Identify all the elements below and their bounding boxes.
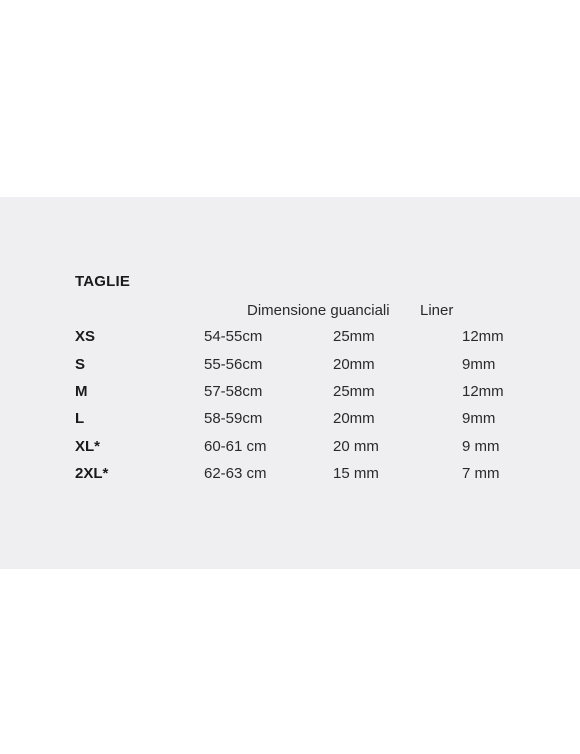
cheek-pad-dimension: 20 mm	[333, 438, 379, 455]
liner-value: 9mm	[462, 410, 496, 427]
head-circumference: 57-58cm	[204, 383, 263, 400]
head-circumference: 62-63 cm	[204, 465, 267, 482]
size-label: 2XL*	[75, 465, 109, 482]
size-label: L	[75, 410, 85, 427]
liner-value: 12mm	[462, 328, 504, 345]
table-row	[0, 383, 580, 405]
size-label: XS	[75, 328, 96, 345]
size-label: XL*	[75, 438, 101, 455]
size-label: M	[75, 383, 88, 400]
head-circumference: 54-55cm	[204, 328, 263, 345]
head-circumference: 55-56cm	[204, 356, 263, 373]
table-row	[0, 356, 580, 378]
table-row	[0, 328, 580, 350]
head-circumference: 58-59cm	[204, 410, 263, 427]
header-cheek-pad-dimension: Dimensione guanciali	[247, 302, 390, 319]
cheek-pad-dimension: 25mm	[333, 328, 375, 345]
liner-value: 12mm	[462, 383, 504, 400]
cheek-pad-dimension: 15 mm	[333, 465, 379, 482]
table-row	[0, 410, 580, 432]
head-circumference: 60-61 cm	[204, 438, 267, 455]
size-table-title: TAGLIE	[75, 273, 131, 290]
cheek-pad-dimension: 20mm	[333, 356, 375, 373]
liner-value: 9 mm	[462, 438, 500, 455]
cheek-pad-dimension: 25mm	[333, 383, 375, 400]
table-row	[0, 438, 580, 460]
liner-value: 7 mm	[462, 465, 500, 482]
cheek-pad-dimension: 20mm	[333, 410, 375, 427]
liner-value: 9mm	[462, 356, 496, 373]
table-row	[0, 465, 580, 487]
header-liner: Liner	[420, 302, 454, 319]
size-label: S	[75, 356, 86, 373]
